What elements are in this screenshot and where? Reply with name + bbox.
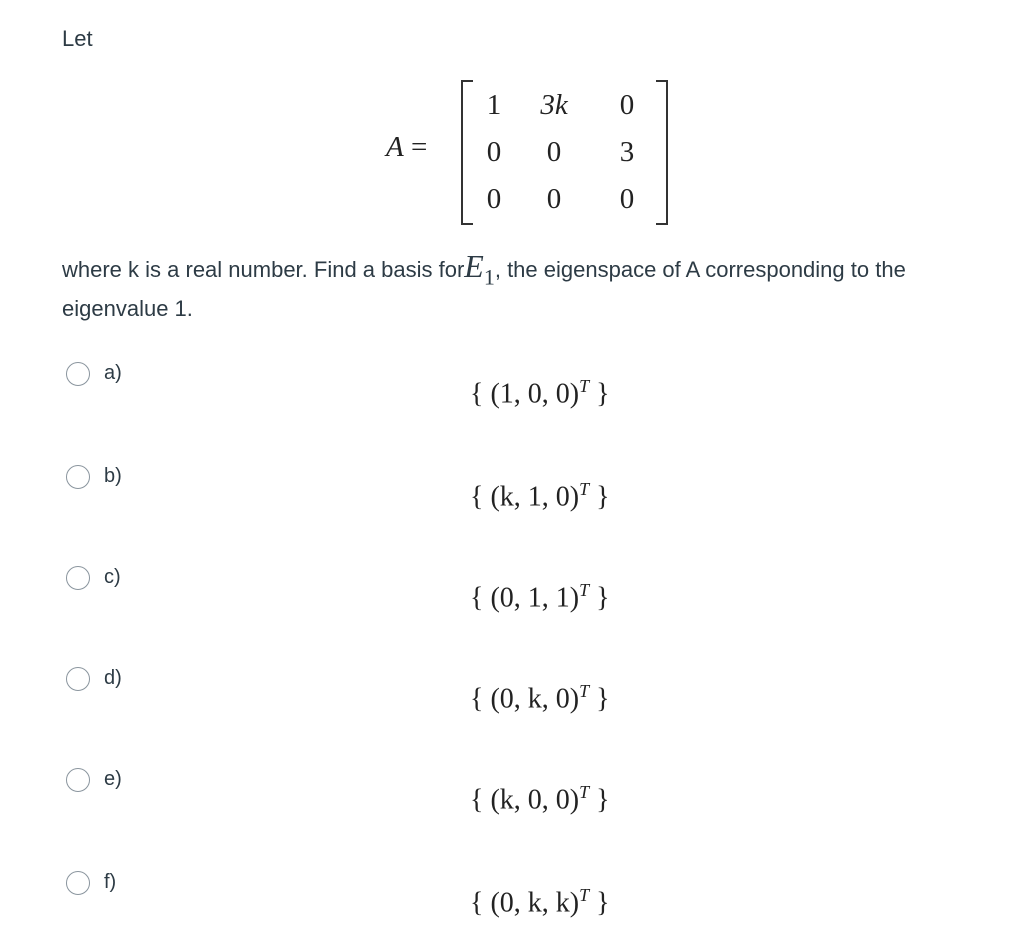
matrix-symbol: A <box>386 131 404 163</box>
matrix-cell: 3 <box>619 136 635 168</box>
option-e[interactable] <box>66 766 766 826</box>
matrix-cell: 0 <box>486 183 502 215</box>
radio-button[interactable] <box>66 566 90 590</box>
option-answer: { (1, 0, 0)$^T$ } <box>470 376 610 410</box>
option-c[interactable] <box>66 564 766 624</box>
right-bracket <box>656 80 668 225</box>
option-label: a) <box>104 362 122 384</box>
radio-button[interactable] <box>66 465 90 489</box>
option-answer: { (k, 1, 0)$^T$ } <box>470 479 610 513</box>
equals-sign: = <box>410 131 428 163</box>
option-answer: { (0, k, k)$^T$ } <box>470 885 610 919</box>
option-label: d) <box>104 667 122 689</box>
option-d[interactable] <box>66 665 766 725</box>
left-bracket <box>461 80 473 225</box>
option-label: e) <box>104 768 122 790</box>
matrix-label <box>386 131 427 164</box>
option-label: b) <box>104 465 122 487</box>
option-f[interactable] <box>66 869 766 929</box>
matrix-cell: 1 <box>486 89 502 121</box>
question-before: where k is a real number. Find a basis for <box>62 257 465 282</box>
radio-button[interactable] <box>66 768 90 792</box>
question-after: , the eigenspace of A corresponding to the eigenvalue 1. <box>62 257 906 322</box>
intro-text: Let <box>62 26 93 51</box>
matrix-cell: 0 <box>619 183 635 215</box>
option-a[interactable] <box>66 360 766 420</box>
option-answer: { (k, 0, 0)$^T$ } <box>470 782 610 816</box>
matrix-cell: 0 <box>546 183 562 215</box>
option-answer: { (0, k, 0)$^T$ } <box>470 681 610 715</box>
matrix-cell: 0 <box>486 136 502 168</box>
matrix-cell: 3k <box>540 89 568 121</box>
option-answer: { (0, 1, 1)$^T$ } <box>470 580 610 614</box>
matrix-grid <box>474 82 660 223</box>
matrix-equation <box>386 76 686 226</box>
option-label: f) <box>104 871 117 893</box>
question-text <box>62 250 982 325</box>
radio-button[interactable] <box>66 667 90 691</box>
option-label: c) <box>104 566 121 588</box>
radio-button[interactable] <box>66 871 90 895</box>
matrix-cell: 0 <box>546 136 562 168</box>
radio-button[interactable] <box>66 362 90 386</box>
option-b[interactable] <box>66 463 766 523</box>
matrix-cell: 0 <box>619 89 635 121</box>
eigenspace-symbol: $E_1$ <box>464 248 495 290</box>
